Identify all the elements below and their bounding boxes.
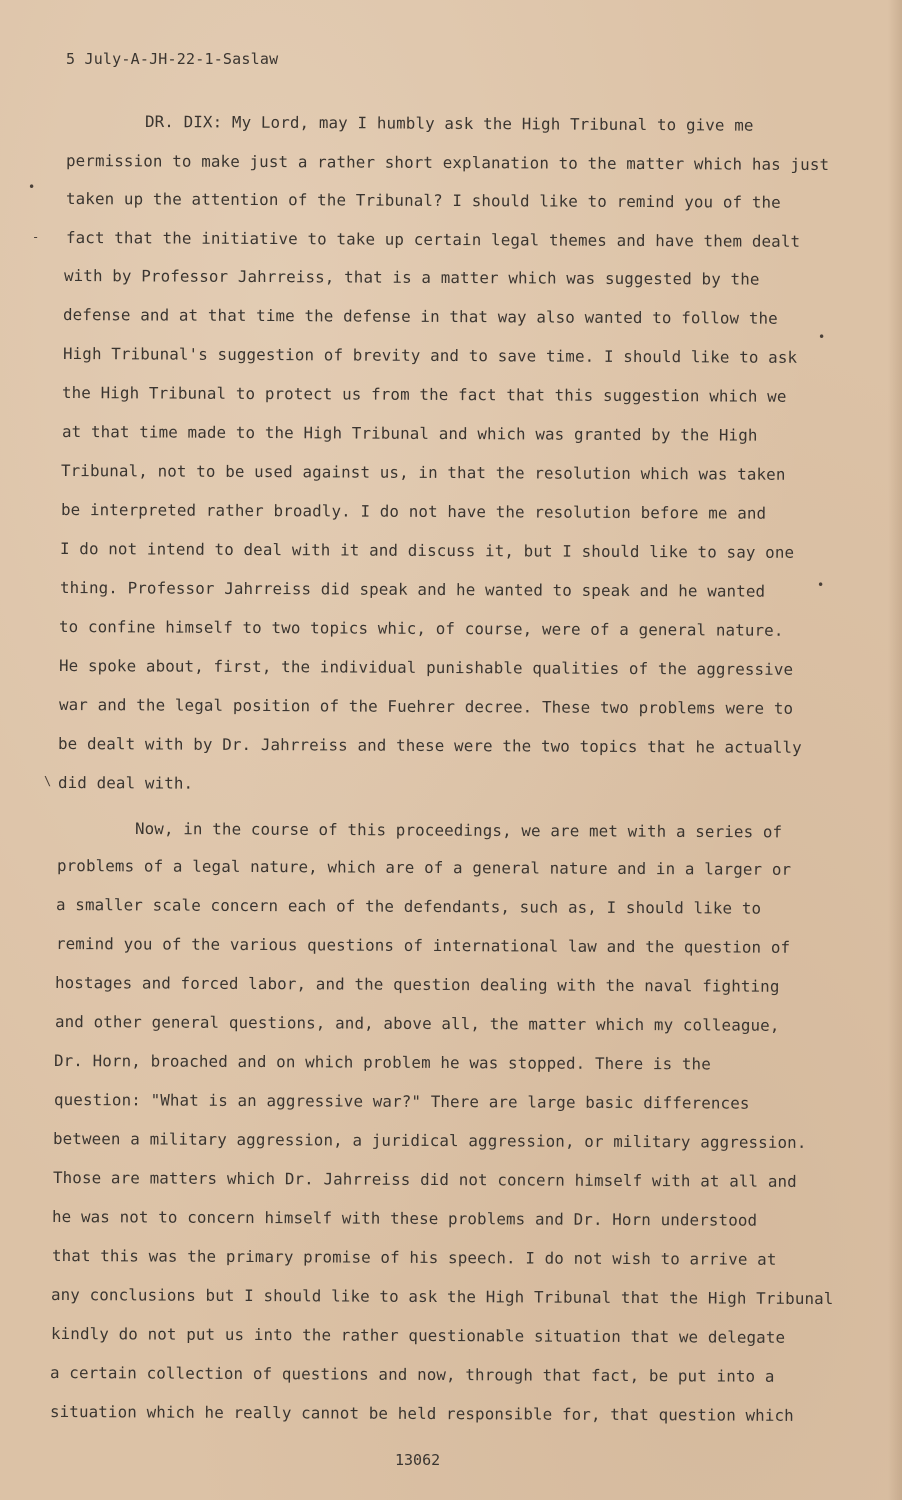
text-line: a smaller scale concern each of the defendants, such as, I should like to: [55, 895, 762, 918]
text-line: question: "What is an aggressive war?" There are large basic differences: [53, 1090, 750, 1113]
text-line: Tribunal, not to be used against us, in that the resolution which was taken: [60, 461, 786, 484]
margin-speck: •: [28, 180, 36, 194]
text-line: DR. DIX: My Lord, may I humbly ask the High Tribunal to give me: [144, 112, 754, 135]
text-line: Now, in the course of this proceedings, we are met with a series of: [134, 819, 783, 842]
text-line: Those are matters which Dr. Jahrreiss did not concern himself with at all and: [52, 1168, 797, 1191]
text-line: with by Professor Jahrreiss, that is a matter which was suggested by the: [63, 266, 760, 289]
text-line: I do not intend to deal with it and discuss it, but I should like to say one: [59, 539, 795, 562]
margin-speck: -: [32, 230, 40, 244]
text-line: situation which he really cannot be held responsible for, that question which: [49, 1402, 794, 1425]
text-line: fact that the initiative to take up certain legal themes and have them dealt: [65, 228, 801, 251]
text-line: be interpreted rather broadly. I do not have the resolution before me and: [60, 500, 767, 523]
text-line: at that time made to the High Tribunal and which was granted by the High: [61, 422, 758, 445]
page-edge-shadow: [888, 0, 902, 1500]
text-line: he was not to concern himself with these problems and Dr. Horn understood: [51, 1207, 758, 1230]
text-line: be dealt with by Dr. Jahrreiss and these were the two topics that he actually: [57, 734, 802, 757]
text-line: permission to make just a rather short explanation to the matter which has just: [65, 151, 830, 174]
text-line: the High Tribunal to protect us from the fact that this suggestion which we: [61, 383, 787, 406]
text-line: to confine himself to two topics whic, of course, were of a general nature.: [58, 617, 784, 640]
text-line: did deal with.: [57, 773, 194, 793]
text-line: any conclusions but I should like to ask the High Tribunal that the High Tribunal: [50, 1285, 834, 1309]
text-line: and other general questions, and, above all, the matter which my colleague,: [54, 1012, 780, 1035]
text-line: hostages and forced labor, and the question dealing with the naval fighting: [54, 973, 780, 996]
text-line: a certain collection of questions and now, through that fact, be put into a: [49, 1363, 775, 1386]
margin-speck: •: [817, 578, 825, 592]
page-number: 13062: [395, 1451, 441, 1469]
text-line: between a military aggression, a juridical aggression, or military aggression.: [52, 1129, 807, 1152]
text-line: He spoke about, first, the individual punishable qualities of the aggressive: [58, 656, 794, 679]
text-line: defense and at that time the defense in that way also wanted to follow the: [62, 305, 778, 328]
margin-speck: \: [44, 774, 52, 788]
text-line: kindly do not put us into the rather questionable situation that we delegate: [50, 1324, 786, 1347]
text-line: Dr. Horn, broached and on which problem he was stopped. There is the: [53, 1051, 711, 1074]
text-line: thing. Professor Jahrreiss did speak and he wanted to speak and he wanted: [59, 578, 766, 601]
margin-speck: •: [818, 330, 826, 344]
page-header: 5 July-A-JH-22-1-Saslaw: [66, 50, 279, 68]
text-line: remind you of the various questions of international law and the question of: [55, 934, 791, 957]
text-line: problems of a legal nature, which are of a general nature and in a larger or: [56, 856, 792, 879]
text-line: war and the legal position of the Fuehrer decree. These two problems were to: [58, 695, 794, 718]
text-line: that this was the primary promise of his speech. I do not wish to arrive at: [51, 1246, 777, 1269]
text-line: High Tribunal's suggestion of brevity and to save time. I should like to ask: [62, 344, 798, 367]
text-line: taken up the attention of the Tribunal? I should like to remind you of the: [65, 189, 781, 212]
